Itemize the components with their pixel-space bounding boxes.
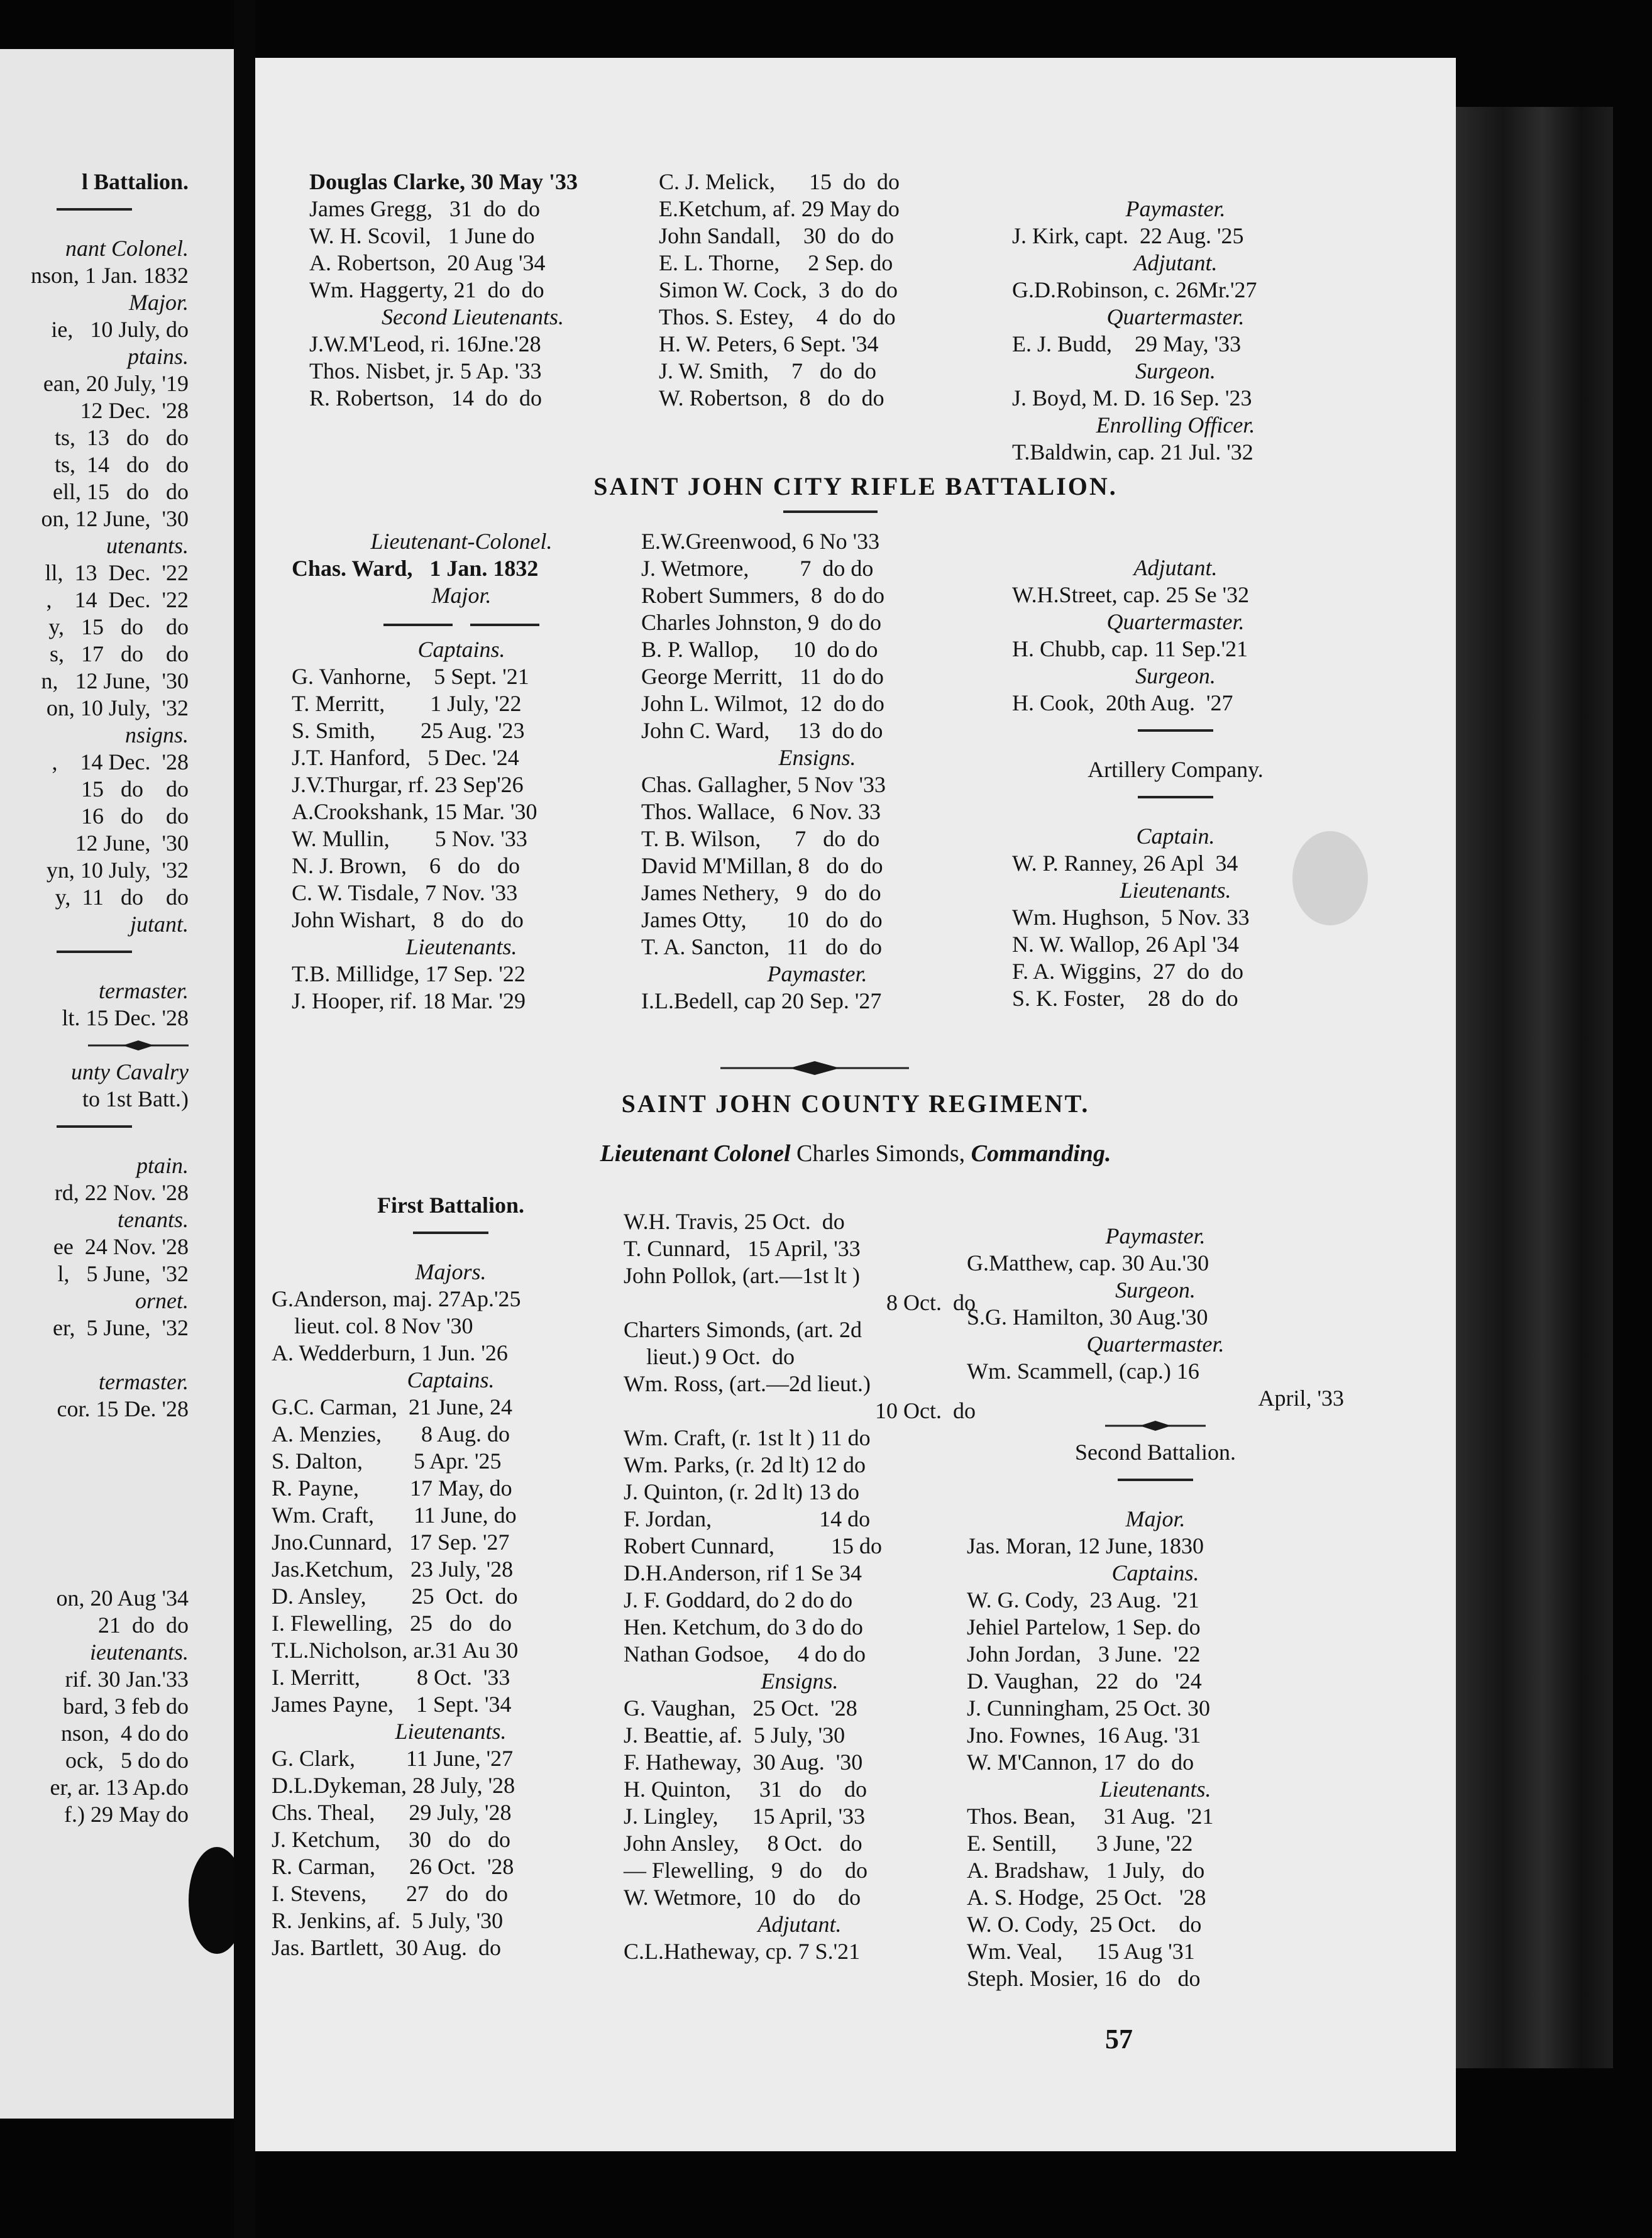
entry-line: Wm. Parks, (r. 2d lt) 12 do (624, 1452, 866, 1477)
section-heading: ptain. (136, 1153, 189, 1178)
entry-line: Thos. Wallace, 6 Nov. 33 (641, 799, 881, 824)
top-column-3 (1012, 168, 1339, 466)
entry-line: G. Vanhorne, 5 Sept. '21 (292, 664, 529, 689)
entry-line: Wm. Ross, (art.—2d lieut.) (624, 1371, 871, 1396)
entry-line: F. Jordan, 14 do (624, 1506, 871, 1531)
entry-line: G. Clark, 11 June, '27 (272, 1746, 514, 1771)
section-heading: Adjutant. (1133, 250, 1218, 275)
gutter (234, 0, 255, 2238)
spacer (0, 1558, 189, 1585)
dash-line (470, 624, 539, 626)
entry-line: A. Wedderburn, 1 Jun. '26 (272, 1340, 508, 1365)
rule-line (57, 1125, 132, 1128)
section-heading: Captains. (407, 1367, 495, 1392)
entry-line: ock, 5 do do (65, 1748, 189, 1773)
top-column-1 (309, 168, 636, 412)
entry-line: John C. Ward, 13 do do (641, 718, 883, 743)
section-heading: Enrolling Officer. (1096, 412, 1255, 438)
entry-line: John Pollok, (art.—1st lt ) (624, 1263, 860, 1288)
spacer (0, 1504, 189, 1531)
flourish-icon (88, 1038, 189, 1053)
entry-line: er, 5 June, '32 (53, 1315, 189, 1340)
entry-line: George Merritt, 11 do do (641, 664, 884, 689)
section-heading: Surgeon. (1135, 358, 1216, 383)
entry-line: on, 20 Aug '34 (56, 1585, 189, 1611)
page-number: 57 (1105, 2024, 1133, 2054)
entry-line: E. L. Thorne, 2 Sep. do (659, 250, 893, 275)
entry-line: J. Lingley, 15 April, '33 (624, 1804, 866, 1829)
entry-line: T.B. Millidge, 17 Sep. '22 (292, 961, 526, 986)
entry-line: G.Matthew, cap. 30 Au.'30 (967, 1250, 1209, 1276)
entry-line: E. J. Budd, 29 May, '33 (1012, 331, 1242, 356)
entry-line: April, '33 (1258, 1386, 1344, 1411)
entry-line: J. W. Smith, 7 do do (659, 358, 877, 383)
entry-line: Wm. Craft, (r. 1st lt ) 11 do (624, 1425, 871, 1450)
rule (0, 1125, 189, 1152)
entry-line: J. Ketchum, 30 do do (272, 1827, 510, 1852)
entry-line: E.W.Greenwood, 6 No '33 (641, 529, 880, 554)
entry-line: ts, 13 do do (54, 425, 189, 450)
entry-line: A. Robertson, 20 Aug '34 (309, 250, 546, 275)
entry-line: y, 11 do do (55, 885, 189, 910)
rule (1012, 796, 1339, 823)
entry-line: Wm. Craft, 11 June, do (272, 1502, 517, 1528)
entry-line: , 14 Dec. '22 (46, 587, 189, 612)
entry-line: James Nethery, 9 do do (641, 880, 881, 905)
entry-line: James Payne, 1 Sept. '34 (272, 1692, 512, 1717)
entry-line: I. Stevens, 27 do do (272, 1881, 508, 1906)
entry-line: J. Boyd, M. D. 16 Sep. '23 (1012, 385, 1252, 411)
section-heading: utenants. (106, 533, 189, 558)
section-heading: Captains. (417, 637, 505, 662)
entry-line: n, 12 June, '30 (41, 668, 189, 693)
entry-line: Wm. Scammell, (cap.) 16 (967, 1359, 1199, 1384)
county-regiment-title: SAINT JOHN COUNTY REGIMENT. (621, 1089, 1090, 1118)
entry-line: W. O. Cody, 25 Oct. do (967, 1912, 1202, 1937)
section-heading: termaster. (99, 978, 189, 1003)
spacer (1012, 168, 1339, 196)
entry-line: J. Wetmore, 7 do do (641, 556, 874, 581)
entry-line: John Wishart, 8 do do (292, 907, 524, 932)
entry-line: nson, 1 Jan. 1832 (31, 263, 189, 288)
entry-line: W.H.Street, cap. 25 Se '32 (1012, 582, 1250, 607)
entry-line: 12 Dec. '28 (80, 398, 189, 423)
entry-line: rd, 22 Nov. '28 (54, 1180, 189, 1205)
entry-line: James Gregg, 31 do do (309, 196, 540, 221)
subtitle-prefix: Lieutenant Colonel (600, 1140, 791, 1167)
flourish (0, 1032, 189, 1059)
entry-line: Jno. Fownes, 16 Aug. '31 (967, 1723, 1201, 1748)
spacer (0, 1342, 189, 1369)
entry-line: , 14 Dec. '28 (52, 749, 189, 774)
entry-line: R. Robertson, 14 do do (309, 385, 542, 411)
entry-line: ll, 13 Dec. '22 (45, 560, 189, 585)
entry-line: I. Merritt, 8 Oct. '33 (272, 1665, 510, 1690)
section-heading: ieutenants. (90, 1640, 189, 1665)
entry-line: 10 Oct. do (875, 1398, 976, 1423)
county-subtitle (255, 1139, 1456, 1168)
rifle-column-3 (1012, 554, 1339, 1012)
section-heading: Captains. (1111, 1560, 1199, 1585)
entry-line: T. Merritt, 1 July, '22 (292, 691, 522, 716)
entry-line: W. H. Scovil, 1 June do (309, 223, 535, 248)
section-heading: Major. (431, 583, 492, 608)
section-heading: jutant. (129, 912, 189, 937)
county-column-1 (272, 1192, 630, 1961)
section-heading: Lieutenants. (1120, 878, 1231, 903)
entry-line: — Flewelling, 9 do do (624, 1858, 867, 1883)
left-page-column (0, 168, 189, 1828)
left-page (0, 49, 234, 2119)
entry-line: G. Vaughan, 25 Oct. '28 (624, 1695, 857, 1721)
entry-line: nson, 4 do do (60, 1721, 189, 1746)
entry-line: H. Chubb, cap. 11 Sep.'21 (1012, 636, 1248, 661)
section-heading: ornet. (135, 1288, 189, 1313)
entry-line: l, 5 June, '32 (57, 1261, 189, 1286)
entry-line: cor. 15 De. '28 (57, 1396, 189, 1421)
entry-line: I. Flewelling, 25 do do (272, 1611, 512, 1636)
rule (272, 1232, 630, 1259)
section-heading: Surgeon. (1115, 1277, 1196, 1303)
entry-line: C.L.Hatheway, cp. 7 S.'21 (624, 1939, 861, 1964)
spacer (0, 1450, 189, 1477)
section-heading: Adjutant. (757, 1912, 842, 1937)
entry-line: H. W. Peters, 6 Sept. '34 (659, 331, 879, 356)
entry-line: D. Vaughan, 22 do '24 (967, 1668, 1202, 1694)
entry-line: ell, 15 do do (53, 479, 189, 504)
entry-line: A.Crookshank, 15 Mar. '30 (292, 799, 537, 824)
entry-line: G.C. Carman, 21 June, 24 (272, 1394, 512, 1419)
entry-line: yn, 10 July, '32 (46, 857, 189, 883)
rule (0, 951, 189, 978)
section-heading: ptains. (127, 344, 189, 369)
entry-line: 21 do do (98, 1612, 189, 1638)
entry-line: Wm. Hughson, 5 Nov. 33 (1012, 905, 1250, 930)
entry-line: 8 Oct. do (886, 1290, 976, 1315)
entry-line: Jas. Bartlett, 30 Aug. do (272, 1935, 501, 1960)
entry-line: T.L.Nicholson, ar.31 Au 30 (272, 1638, 519, 1663)
entry-line: lt. 15 Dec. '28 (56, 1005, 189, 1030)
entry-line: Douglas Clarke, 30 May '33 (309, 169, 578, 194)
entry-line: Robert Cunnard, 15 do (624, 1533, 882, 1558)
entry-line: to 1st Batt.) (77, 1086, 189, 1111)
entry-line: Chas. Ward, 1 Jan. 1832 (292, 556, 539, 581)
section-heading: Major. (128, 290, 189, 315)
section-heading: Paymaster. (1105, 1223, 1206, 1249)
spacer (0, 1531, 189, 1558)
entry-line: T. A. Sancton, 11 do do (641, 934, 882, 959)
entry-line: Robert Summers, 8 do do (641, 583, 884, 608)
section-heading: Lieutenants. (1099, 1777, 1211, 1802)
section-heading: Adjutant. (1133, 555, 1218, 580)
rifle-battalion-title: SAINT JOHN CITY RIFLE BATTALION. (593, 472, 1118, 500)
county-column-2 (624, 1208, 976, 1965)
rifle-column-2 (641, 528, 993, 1015)
dash-rules (292, 609, 631, 636)
entry-line: Hen. Ketchum, do 3 do do (624, 1614, 863, 1640)
entry-line: er, ar. 13 Ap.do (50, 1775, 189, 1800)
entry-line: G.D.Robinson, c. 26Mr.'27 (1012, 277, 1257, 302)
section-heading: Captain. (1136, 824, 1215, 849)
entry-line: F. A. Wiggins, 27 do do (1012, 959, 1244, 984)
section-heading: Ensigns. (761, 1668, 839, 1694)
entry-line: Chs. Theal, 29 July, '28 (272, 1800, 512, 1825)
entry-line: J.V.Thurgar, rf. 23 Sep'26 (292, 772, 524, 797)
entry-line: B. P. Wallop, 10 do do (641, 637, 878, 662)
entry-line: Wm. Veal, 15 Aug '31 (967, 1939, 1195, 1964)
section-heading: tenants. (118, 1207, 189, 1232)
spacer (0, 1477, 189, 1504)
entry-line: S. Dalton, 5 Apr. '25 (272, 1448, 502, 1474)
entry-line: N. J. Brown, 6 do do (292, 853, 520, 878)
entry-line: Nathan Godsoe, 4 do do (624, 1641, 866, 1667)
entry-line: lieut.) 9 Oct. do (624, 1344, 795, 1369)
entry-line: f.) 29 May do (64, 1802, 189, 1827)
entry-line: A. S. Hodge, 25 Oct. '28 (967, 1885, 1206, 1910)
main-page (255, 58, 1456, 2151)
entry-line: Chas. Gallagher, 5 Nov '33 (641, 772, 886, 797)
entry-line: R. Payne, 17 May, do (272, 1475, 512, 1501)
entry-line: J. Hooper, rif. 18 Mar. '29 (292, 988, 526, 1013)
entry-line: ean, 20 July, '19 (43, 371, 189, 396)
entry-line: Charters Simonds, (art. 2d (624, 1317, 862, 1342)
entry-line: W. Robertson, 8 do do (659, 385, 884, 411)
entry-line: on, 10 July, '32 (46, 695, 189, 720)
entry-line: W. M'Cannon, 17 do do (967, 1750, 1194, 1775)
entry-line: John Ansley, 8 Oct. do (624, 1831, 862, 1856)
rule-line (57, 208, 132, 211)
flourish-icon (1105, 1418, 1206, 1433)
entry-line: J.T. Hanford, 5 Dec. '24 (292, 745, 519, 770)
entry-line: ie, 10 July, do (51, 317, 189, 342)
section-heading: Second Lieutenants. (382, 304, 564, 329)
section-heading: Majors. (415, 1259, 487, 1284)
entry-line: W.H. Travis, 25 Oct. do (624, 1209, 845, 1234)
entry-line: J. Beattie, af. 5 July, '30 (624, 1723, 845, 1748)
entry-line: John Jordan, 3 June. '22 (967, 1641, 1201, 1667)
entry-line: ee 24 Nov. '28 (53, 1234, 189, 1259)
entry-line: H. Quinton, 31 do do (624, 1777, 867, 1802)
spacer (967, 1196, 1344, 1223)
rule (0, 208, 189, 235)
entry-line: Steph. Mosier, 16 do do (967, 1966, 1201, 1991)
entry-line: T.Baldwin, cap. 21 Jul. '32 (1012, 439, 1253, 465)
entry-line: Thos. Nisbet, jr. 5 Ap. '33 (309, 358, 542, 383)
entry-line: 16 do do (81, 803, 189, 829)
entry-line: Thos. S. Estey, 4 do do (659, 304, 896, 329)
entry-line: A. Menzies, 8 Aug. do (272, 1421, 510, 1447)
entry-line: J. F. Goddard, do 2 do do (624, 1587, 853, 1612)
entry-line: lieut. col. 8 Nov '30 (272, 1313, 473, 1338)
rule-line (1138, 729, 1213, 732)
entry-line: A. Bradshaw, 1 July, do (967, 1858, 1205, 1883)
entry-line: E. Sentill, 3 June, '22 (967, 1831, 1193, 1856)
entry-line: W. Wetmore, 10 do do (624, 1885, 861, 1910)
entry-line: J. Cunningham, 25 Oct. 30 (967, 1695, 1210, 1721)
entry-line: D. Ansley, 25 Oct. do (272, 1584, 518, 1609)
entry-line: D.L.Dykeman, 28 July, '28 (272, 1773, 515, 1798)
entry-line: W. Mullin, 5 Nov. '33 (292, 826, 527, 851)
section-heading: Lieutenants. (405, 934, 517, 959)
rifle-column-1 (292, 528, 631, 1015)
entry-line: C. W. Tisdale, 7 Nov. '33 (292, 880, 518, 905)
entry-line: y, 15 do do (48, 614, 189, 639)
top-column-2 (659, 168, 992, 412)
entry-line: R. Carman, 26 Oct. '28 (272, 1854, 514, 1879)
rule-line (57, 951, 132, 953)
book-spine (1456, 107, 1613, 2068)
rule-line (1138, 796, 1213, 798)
section-heading: Paymaster. (1125, 196, 1226, 221)
entry-line: T. B. Wilson, 7 do do (641, 826, 880, 851)
entry-line: E.Ketchum, af. 29 May do (659, 196, 900, 221)
entry-line: S. Smith, 25 Aug. '23 (292, 718, 525, 743)
entry-line: Jas.Ketchum, 23 July, '28 (272, 1557, 514, 1582)
section-heading: termaster. (99, 1369, 189, 1394)
entry-line: Jno.Cunnard, 17 Sep. '27 (272, 1530, 510, 1555)
section-heading: Quartermaster. (1106, 609, 1245, 634)
entry-line: Charles Johnston, 9 do do (641, 610, 881, 635)
entry-line: bard, 3 feb do (63, 1694, 189, 1719)
spacer (0, 1423, 189, 1450)
entry-line: S. K. Foster, 28 do do (1012, 986, 1238, 1011)
entry-line: I.L.Bedell, cap 20 Sep. '27 (641, 988, 882, 1013)
section-heading: Quartermaster. (1086, 1331, 1225, 1357)
dash-line (383, 624, 453, 626)
entry-line: rif. 30 Jan.'33 (65, 1667, 189, 1692)
subtitle-name: Charles Simonds, (790, 1140, 971, 1167)
section-flourish (720, 1057, 909, 1079)
title-rule (783, 510, 878, 513)
entry-line: David M'Millan, 8 do do (641, 853, 883, 878)
rule (967, 1479, 1344, 1506)
flourish (967, 1412, 1344, 1439)
entry-line: J.W.M'Leod, ri. 16Jne.'28 (309, 331, 541, 356)
entry-line: G.Anderson, maj. 27Ap.'25 (272, 1286, 521, 1311)
section-heading: Ensigns. (778, 745, 856, 770)
entry-line: S.G. Hamilton, 30 Aug.'30 (967, 1304, 1208, 1330)
rule (1012, 729, 1339, 756)
entry-line: ts, 14 do do (54, 452, 189, 477)
section-heading: Major. (1125, 1506, 1186, 1531)
entry-line: C. J. Melick, 15 do do (659, 169, 900, 194)
county-column-3 (967, 1196, 1344, 1992)
section-heading: Lieutenants. (395, 1719, 507, 1744)
entry-line: James Otty, 10 do do (641, 907, 883, 932)
entry-line: Jehiel Partelow, 1 Sep. do (967, 1614, 1201, 1640)
section-heading: unty Cavalry (71, 1059, 189, 1084)
entry-line: Thos. Bean, 31 Aug. '21 (967, 1804, 1214, 1829)
entry-line: D.H.Anderson, rif 1 Se 34 (624, 1560, 862, 1585)
rule-line (1118, 1479, 1193, 1481)
entry-line: T. Cunnard, 15 April, '33 (624, 1236, 861, 1261)
entry-line: H. Cook, 20th Aug. '27 (1012, 690, 1233, 715)
entry-line: on, 12 June, '30 (41, 506, 189, 531)
entry-line: Simon W. Cock, 3 do do (659, 277, 898, 302)
section-heading: Lieutenant-Colonel. (370, 529, 553, 554)
entry-line: Wm. Haggerty, 21 do do (309, 277, 544, 302)
entry-line: R. Jenkins, af. 5 July, '30 (272, 1908, 504, 1933)
entry-line: 15 do do (81, 776, 189, 802)
entry-line: N. W. Wallop, 26 Apl '34 (1012, 932, 1239, 957)
entry-line: First Battalion. (377, 1193, 524, 1218)
section-heading: Surgeon. (1135, 663, 1216, 688)
entry-line: W. P. Ranney, 26 Apl 34 (1012, 851, 1238, 876)
entry-line: s, 17 do do (49, 641, 189, 666)
entry-line: Jas. Moran, 12 June, 1830 (967, 1533, 1204, 1558)
section-heading: nant Colonel. (65, 236, 189, 261)
entry-line: J. Quinton, (r. 2d lt) 13 do (624, 1479, 859, 1504)
section-heading: Paymaster. (767, 961, 867, 986)
entry-line: F. Hatheway, 30 Aug. '30 (624, 1750, 863, 1775)
section-heading: nsigns. (124, 722, 189, 747)
entry-line: Second Battalion. (1075, 1440, 1236, 1465)
entry-line: W. G. Cody, 23 Aug. '21 (967, 1587, 1199, 1612)
subtitle-suffix: Commanding. (971, 1140, 1111, 1167)
rule-line (413, 1232, 488, 1234)
entry-line: Artillery Company. (1088, 757, 1264, 782)
entry-line: J. Kirk, capt. 22 Aug. '25 (1012, 223, 1244, 248)
ink-blot (189, 1847, 234, 1954)
section-heading: Quartermaster. (1106, 304, 1245, 329)
entry-line: John L. Wilmot, 12 do do (641, 691, 884, 716)
entry-line: 12 June, '30 (75, 830, 189, 856)
entry-line: John Sandall, 30 do do (659, 223, 894, 248)
entry-line: l Battalion. (81, 169, 189, 194)
